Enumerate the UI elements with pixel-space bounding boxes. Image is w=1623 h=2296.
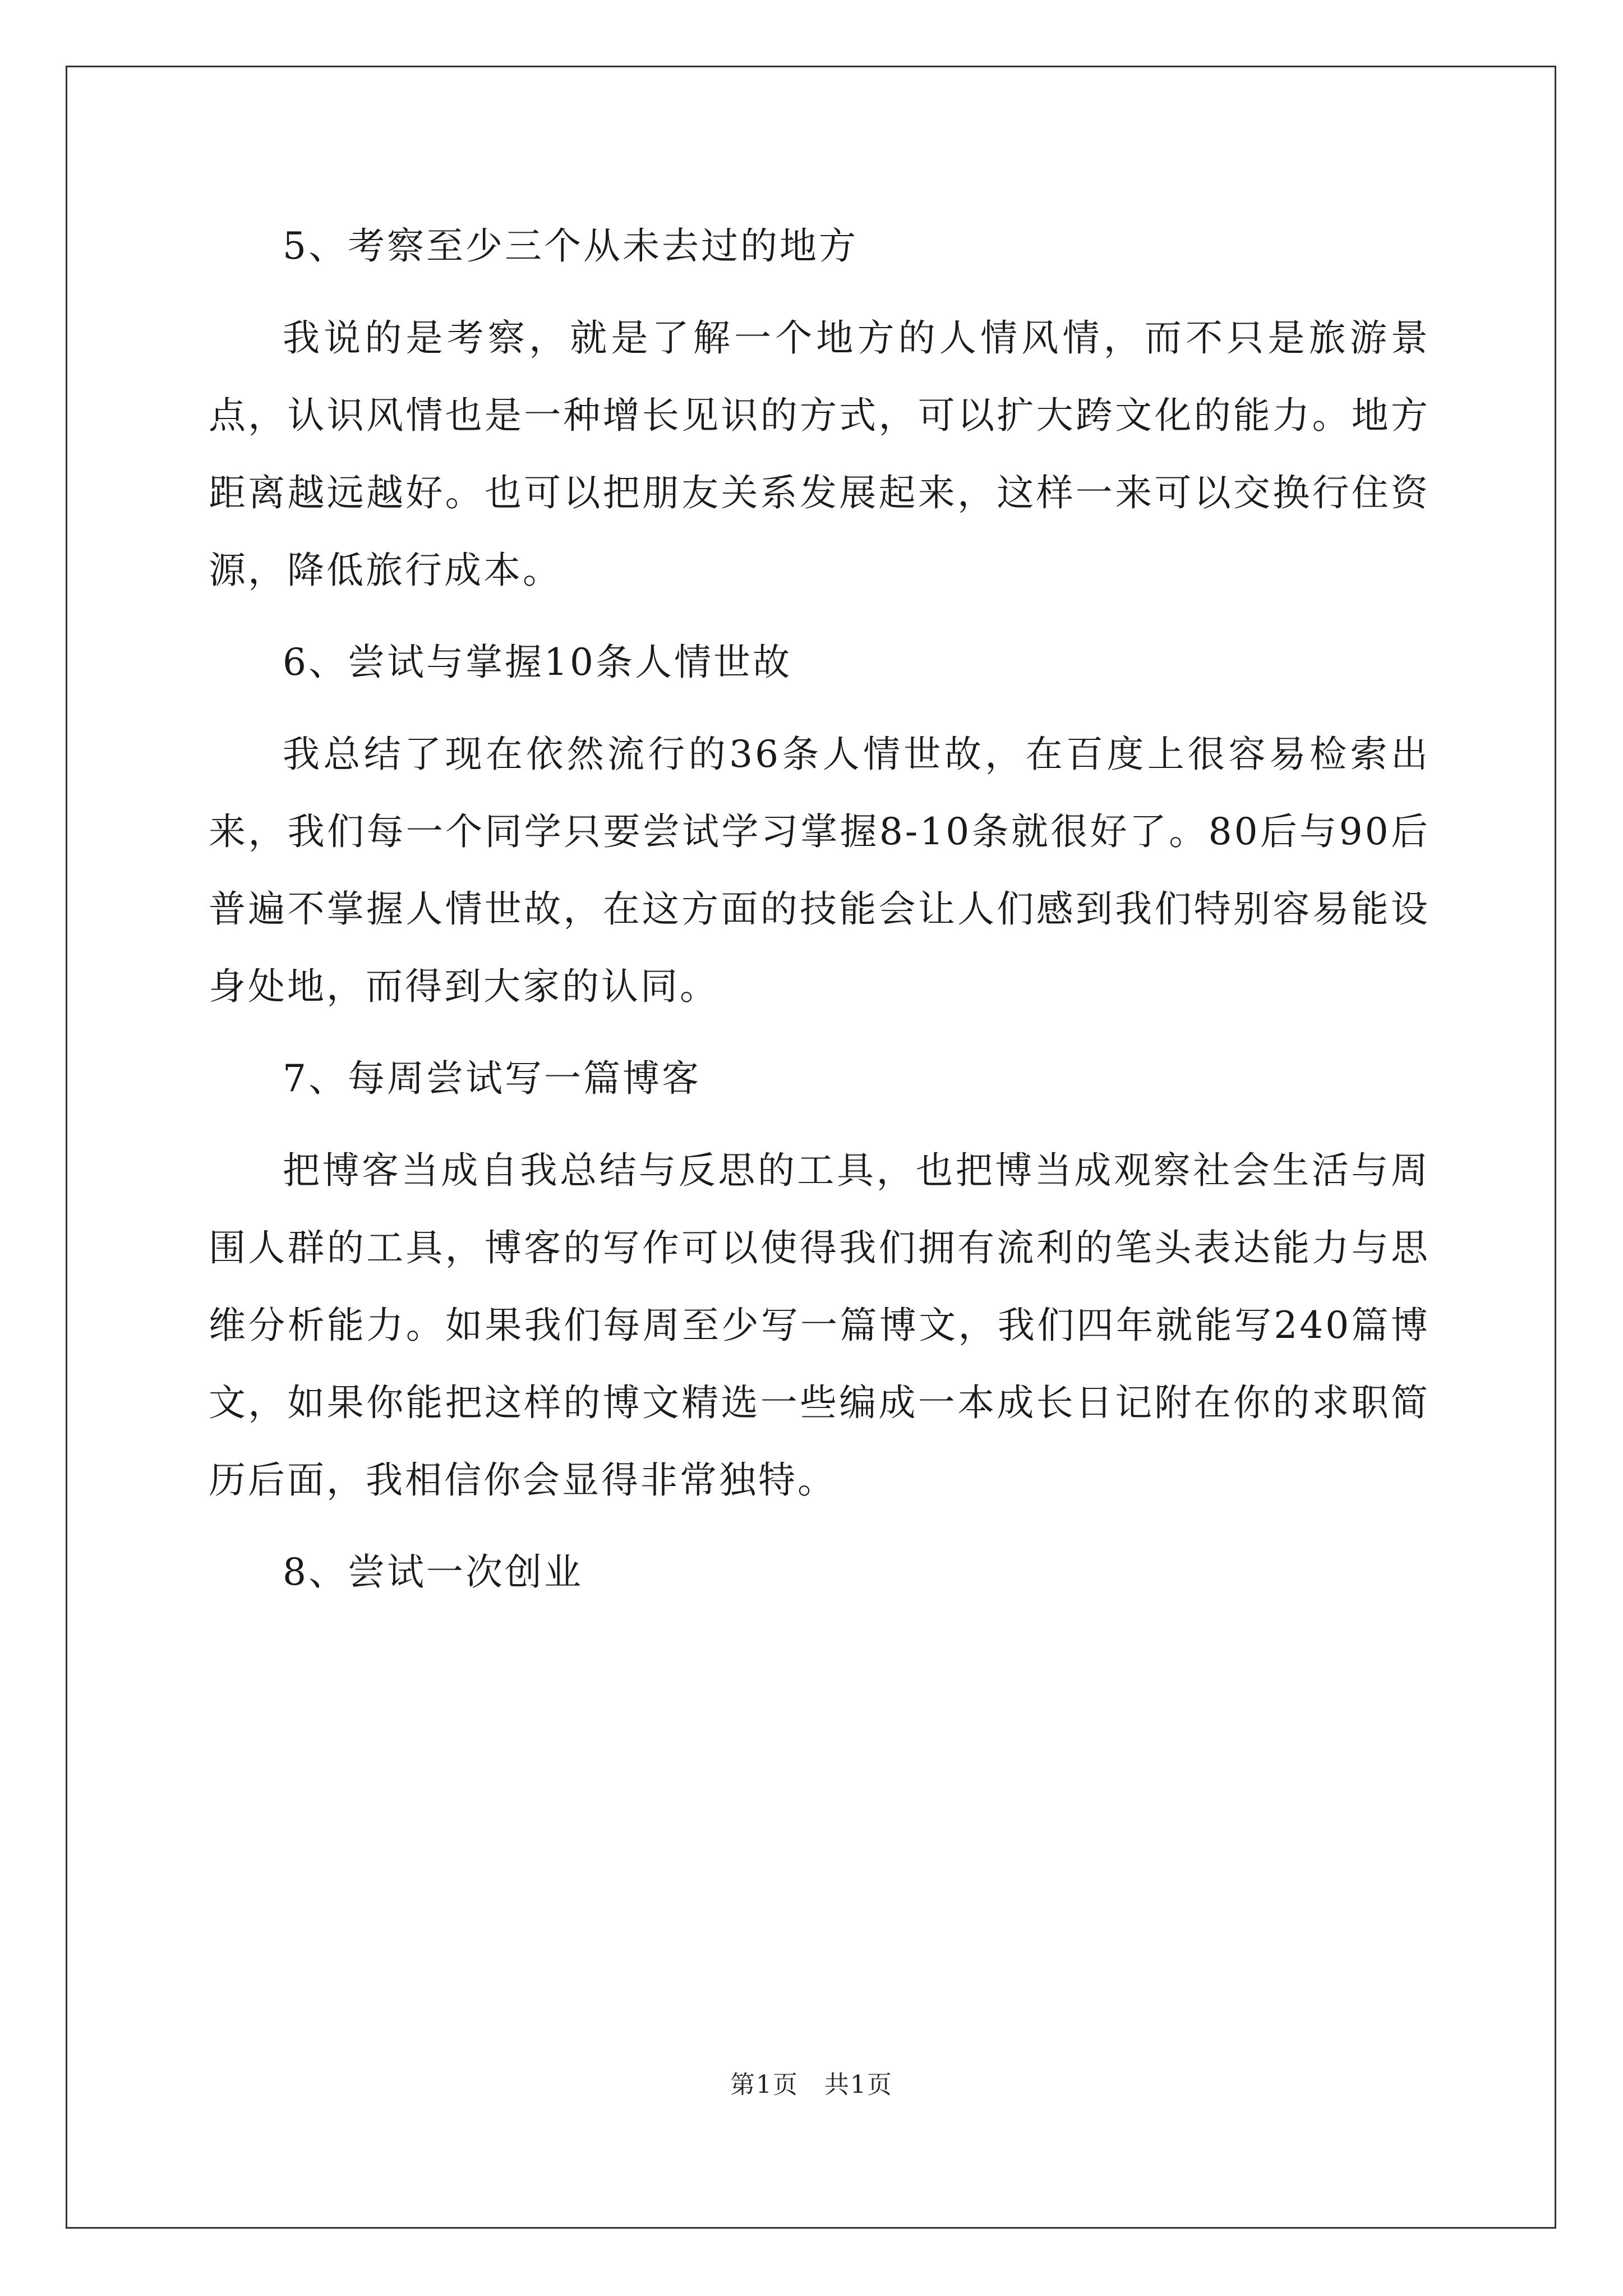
section-7-heading: 7、每周尝试写一篇博客 — [283, 1057, 701, 1100]
section-6-heading: 6、尝试与掌握10条人情世故 — [283, 641, 792, 684]
section-6-body: 我总结了现在依然流行的36条人情世故，在百度上很容易检索出来，我们每一个同学只要尝试学习掌握8-10条就很好了。80后与90后普遍不掌握人情世故，在这方面的技能会让人们感到我们特别容易能设身处地，而得到大家的认同。 — [209, 733, 1430, 1008]
page-number: 第1页 — [730, 2070, 799, 2099]
section-5-heading: 5、考察至少三个从未去过的地方 — [283, 224, 858, 268]
page-total: 共1页 — [824, 2070, 893, 2099]
document-body — [209, 208, 1430, 1626]
section-5-body: 我说的是考察，就是了解一个地方的人情风情，而不只是旅游景点，认识风情也是一种增长见识的方式，可以扩大跨文化的能力。地方距离越远越好。也可以把朋友关系发展起来，这样一来可以交换行住资源，降低旅行成本。 — [209, 316, 1430, 592]
section-8-heading: 8、尝试一次创业 — [283, 1550, 583, 1594]
page-footer — [0, 2064, 1623, 2100]
section-7-body: 把博客当成自我总结与反思的工具，也把博当成观察社会生活与周围人群的工具，博客的写作可以使得我们拥有流利的笔头表达能力与思维分析能力。如果我们每周至少写一篇博文，我们四年就能写240篇博文，如果你能把这样的博文精选一些编成一本成长日记附在你的求职简历后面，我相信你会显得非常独特。 — [209, 1149, 1430, 1502]
